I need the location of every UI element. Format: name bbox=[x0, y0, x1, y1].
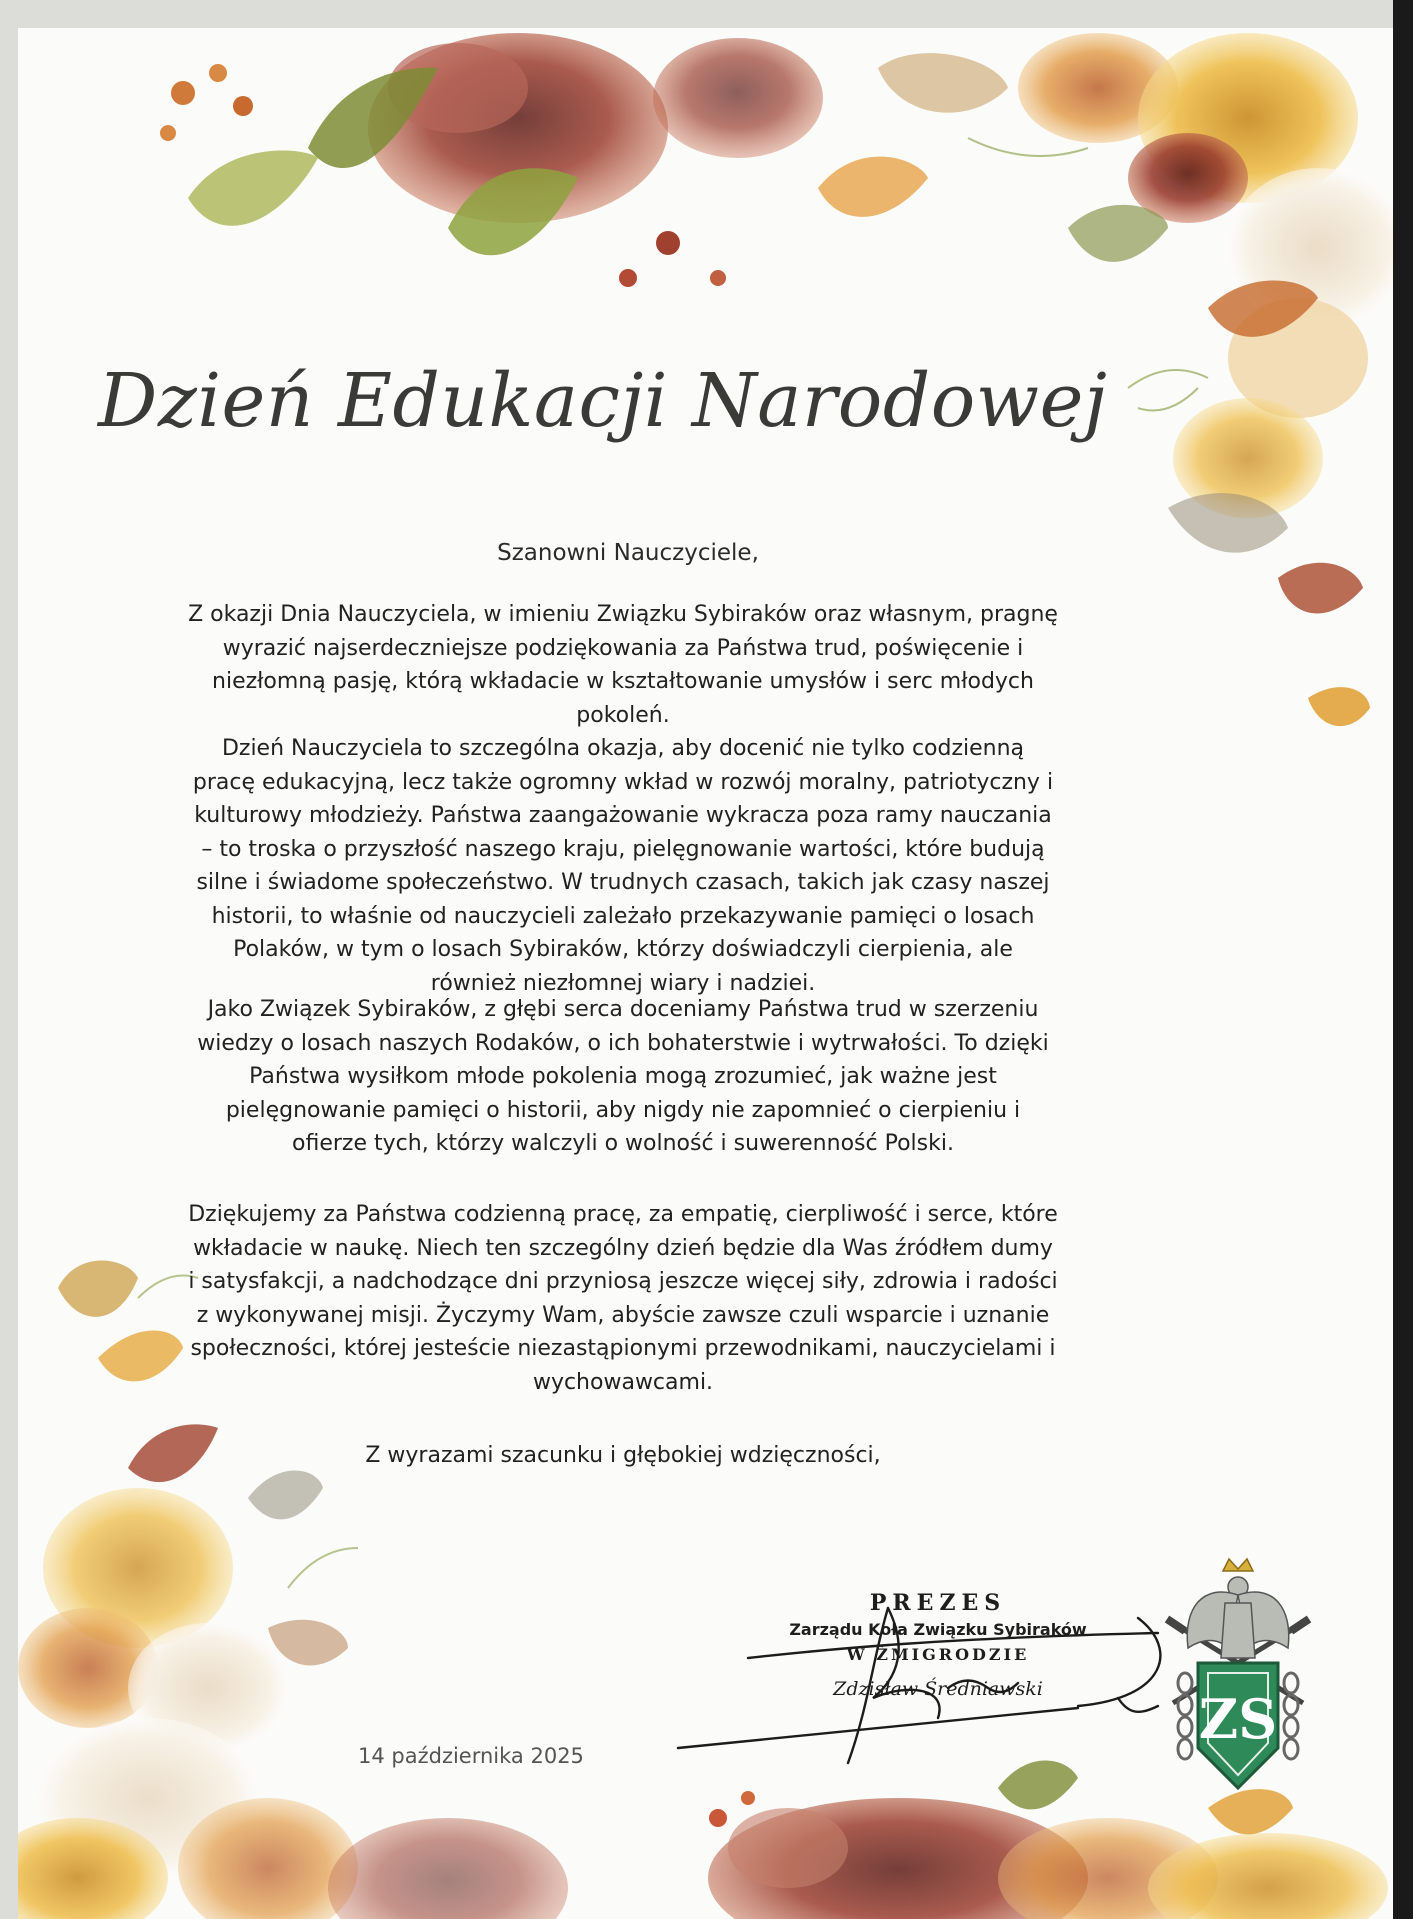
paragraph-4: Dziękujemy za Państwa codzienną pracę, za empatię, cierpliwość i serce, które wkładacie w naukę. Niech ten szczególny dzień będzie dla Was źródłem dumy i satysfakcji, a nadchodzące dni przyniosą jeszcze więcej siły, zdrowia i radości z wykonywanej misji. Życzymy Wam, abyście zawsze czuli wsparcie i uznanie społeczności, której jesteście niezastąpionymi przewodnikami, nauczycielami i wychowawcami. bbox=[188, 1202, 1058, 1395]
scan-border bbox=[1393, 0, 1413, 1919]
stamp-line-name: Zdzisław Średniawski bbox=[833, 1678, 1043, 1700]
paragraph-2: Dzień Nauczyciela to szczególna okazja, aby docenić nie tylko codzienną pracę edukacyjną, lecz także ogromny wkład w rozwój moralny, patriotyczny i kulturowy młodzieży. Państwa zaangażowanie wykracza poza ramy nauczania – to troska o przyszłość naszego kraju, pielęgnowanie wartości, które budują silne i świadome społeczeństwo. W trudnych czasach, takich jak czasy naszej historii, to właśnie od nauczycieli zależało przekazywanie pamięci o losach Polaków, w tym o losach Sybiraków, którzy doświadczyli cierpienia, ale również niezłomnej wiary i nadziei. bbox=[192, 736, 1054, 996]
closing-line: Z wyrazami szacunku i głębokiej wdzięczności, bbox=[365, 1443, 881, 1468]
stamp-line-place: W ŻMIGRODZIE bbox=[846, 1645, 1030, 1664]
page-title: Dzień Edukacji Narodowej bbox=[98, 358, 1108, 444]
paragraph-1: Z okazji Dnia Nauczyciela, w imieniu Związku Sybiraków oraz własnym, pragnę wyrazić najserdeczniejsze podziękowania za Państwa trud, poświęcenie i niezłomną pasję, którą wkładacie w kształtowanie umysłów i serc młodych pokoleń. bbox=[188, 602, 1058, 728]
paragraph-3: Jako Związek Sybiraków, z głębi serca doceniamy Państwa trud w szerzeniu wiedzy o losach naszych Rodaków, o ich bohaterstwie i wytrwałości. To dzięki Państwa wysiłkom młode pokolenia mogą zrozumieć, jak ważne jest pielęgnowanie pamięci o historii, aby nigdy nie zapomnieć o cierpieniu i ofierze tych, którzy walczyli o wolność i suwerenność Polski. bbox=[197, 997, 1049, 1156]
greeting: Szanowni Nauczyciele, bbox=[497, 540, 759, 566]
stamp-line-org: Zarządu Koła Związku Sybiraków bbox=[789, 1620, 1087, 1639]
letter-sheet bbox=[18, 28, 1393, 1919]
handwritten-signature bbox=[658, 1588, 1178, 1768]
letter-date: 14 października 2025 bbox=[358, 1744, 584, 1768]
sybiraki-emblem-icon bbox=[1163, 1553, 1313, 1813]
stamp-line-title: PREZES bbox=[869, 1590, 1007, 1616]
emblem-letters: ZS bbox=[1198, 1687, 1278, 1751]
